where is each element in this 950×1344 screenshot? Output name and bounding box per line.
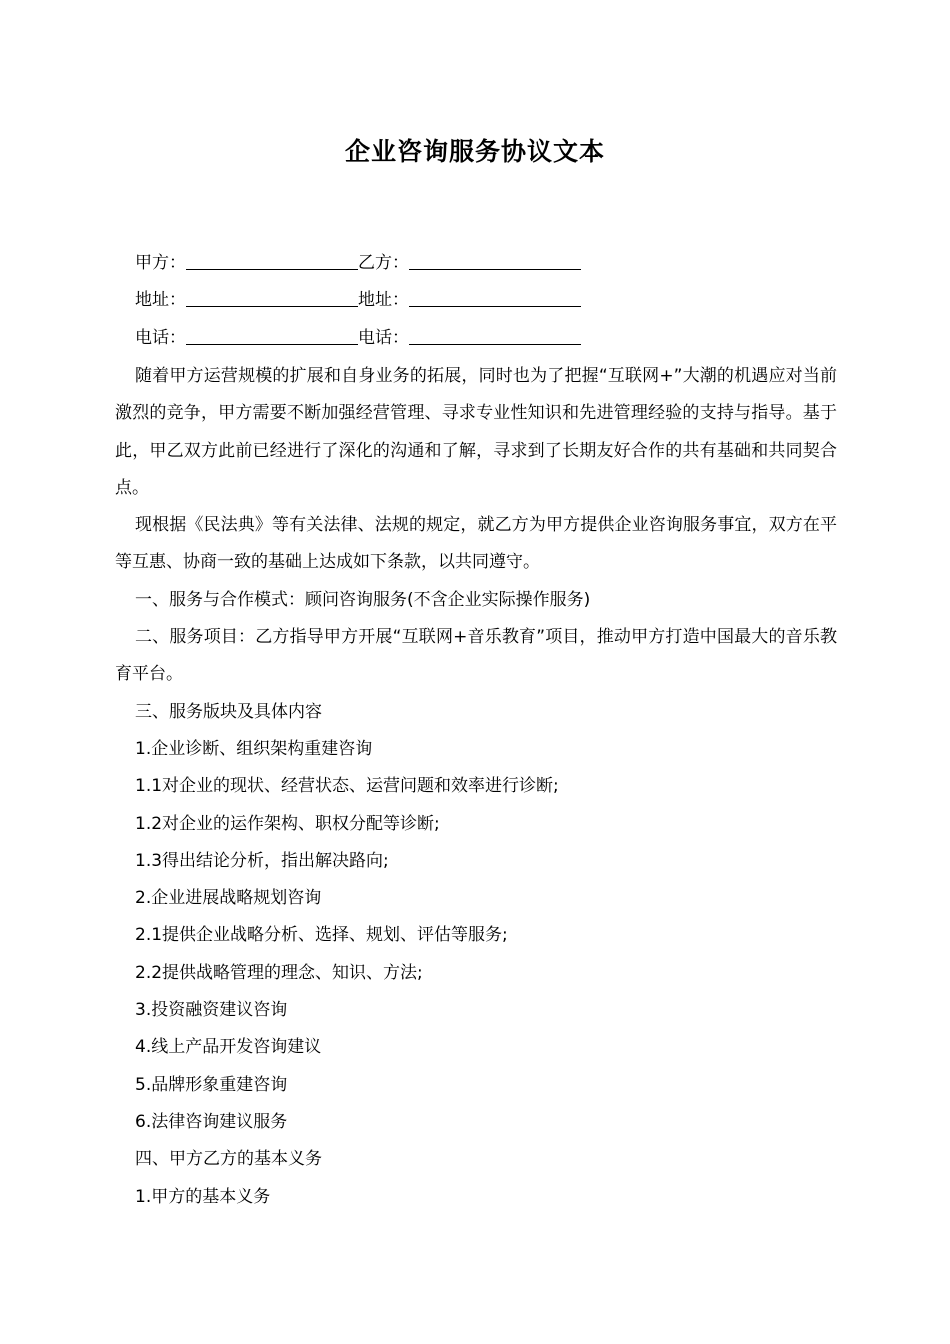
party-a-address-label: 地址： xyxy=(135,290,186,310)
section-1-service-mode: 一、服务与合作模式：顾问咨询服务(不含企业实际操作服务) xyxy=(135,589,591,610)
clause-item: 4.线上产品开发咨询建议 xyxy=(135,1037,322,1058)
party-line-address xyxy=(135,287,581,313)
clause-item: 1.企业诊断、组织架构重建咨询 xyxy=(135,738,373,759)
party-b-phone-label: 电话： xyxy=(358,328,409,348)
clause-item: 1.甲方的基本义务 xyxy=(135,1186,271,1207)
clause-item: 1.1对企业的现状、经营状态、运营问题和效率进行诊断; xyxy=(135,776,559,797)
party-a-address-blank xyxy=(186,289,358,307)
clause-item: 6.法律咨询建议服务 xyxy=(135,1111,288,1132)
party-a-phone-label: 电话： xyxy=(135,328,186,348)
party-b-address-blank xyxy=(409,289,581,307)
clause-item: 2.1提供企业战略分析、选择、规划、评估等服务; xyxy=(135,925,508,946)
party-b-name-blank xyxy=(409,252,581,270)
party-b-phone-blank xyxy=(409,327,581,345)
clause-item: 5.品牌形象重建咨询 xyxy=(135,1074,288,1095)
party-a-name-blank xyxy=(186,252,358,270)
clause-item: 3.投资融资建议咨询 xyxy=(135,1000,288,1021)
party-line-name xyxy=(135,250,581,276)
clause-item: 2.2提供战略管理的理念、知识、方法; xyxy=(135,962,423,983)
clause-item: 2.企业进展战略规划咨询 xyxy=(135,888,322,909)
document-body xyxy=(115,358,837,1216)
section-4-heading: 四、甲方乙方的基本义务 xyxy=(135,1149,322,1170)
legal-basis-paragraph: 现根据《民法典》等有关法律、法规的规定，就乙方为甲方提供企业咨询服务事宜，双方在平等互惠、协商一致的基础上达成如下条款，以共同遵守。 xyxy=(115,515,837,573)
party-b-address-label: 地址： xyxy=(358,290,409,310)
section-3-heading: 三、服务版块及具体内容 xyxy=(135,701,322,722)
party-line-phone xyxy=(135,325,581,351)
party-b-label: 乙方： xyxy=(358,253,409,273)
clause-item: 1.3得出结论分析，指出解决路向; xyxy=(135,850,389,871)
intro-paragraph: 随着甲方运营规模的扩展和自身业务的拓展，同时也为了把握“互联网+”大潮的机遇应对当前激烈的竞争，甲方需要不断加强经营管理、寻求专业性知识和先进管理经验的支持与指导。基于此，甲乙双方此前已经进行了深化的沟通和了解，寻求到了长期友好合作的共有基础和共同契合点。 xyxy=(115,366,837,498)
party-a-phone-blank xyxy=(186,327,358,345)
section-2-service-project: 二、服务项目：乙方指导甲方开展“互联网+音乐教育”项目，推动甲方打造中国最大的音乐教育平台。 xyxy=(115,627,837,685)
party-a-label: 甲方： xyxy=(135,253,186,273)
clause-item: 1.2对企业的运作架构、职权分配等诊断; xyxy=(135,813,440,834)
document-title: 企业咨询服务协议文本 xyxy=(344,137,605,166)
